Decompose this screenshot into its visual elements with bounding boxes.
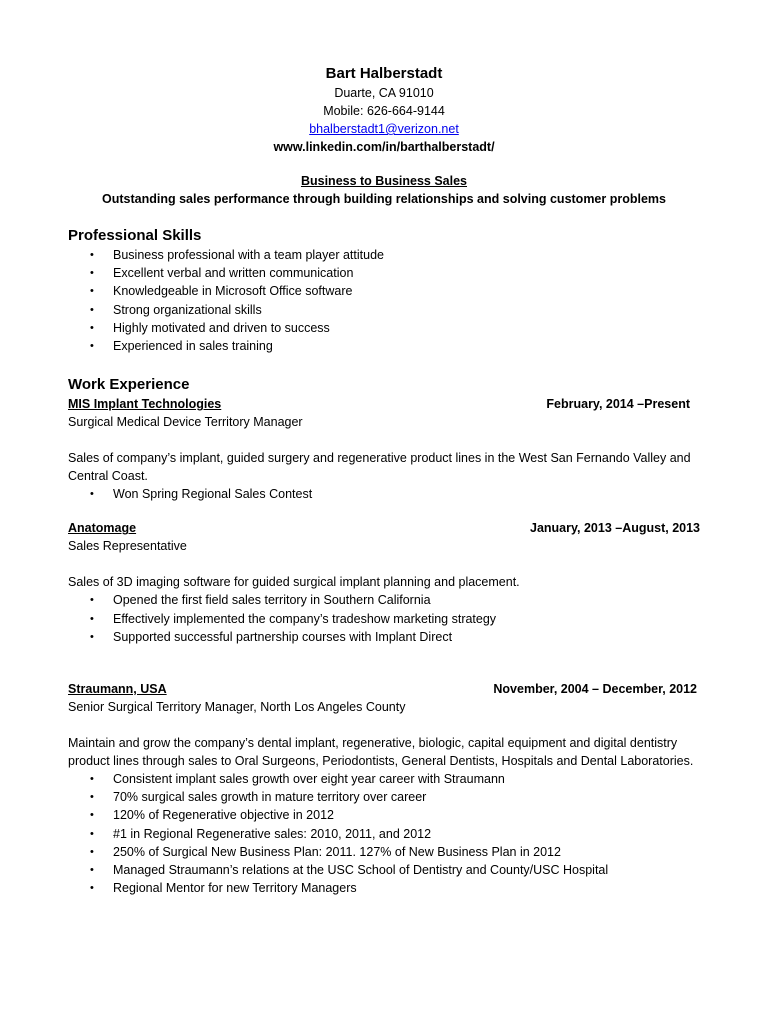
- job-header: [68, 395, 700, 413]
- bullet-text: #1 in Regional Regenerative sales: 2010, 2011, and 2012: [113, 826, 432, 841]
- objective: [68, 172, 700, 208]
- objective-subtitle: Outstanding sales performance through building relationships and solving customer problems: [102, 192, 666, 206]
- bullet-icon: •: [90, 267, 94, 280]
- bullet-item: [90, 282, 700, 300]
- bullet-icon: •: [90, 612, 94, 625]
- bullet-text: 70% surgical sales growth in mature territory over career: [113, 790, 427, 805]
- job-bullets: [68, 591, 700, 646]
- experience-section: [68, 375, 700, 897]
- bullet-text: Effectively implemented the company’s tradeshow marketing strategy: [113, 611, 497, 626]
- bullet-text: 120% of Regenerative objective in 2012: [113, 808, 334, 823]
- bullet-text: Opened the first field sales territory in Southern California: [113, 593, 431, 608]
- bullet-text: Regional Mentor for new Territory Managers: [113, 881, 357, 896]
- bullet-text: Consistent implant sales growth over eight year career with Straumann: [113, 772, 505, 787]
- experience-heading: Work Experience: [68, 376, 190, 394]
- bullet-text: Supported successful partnership courses with Implant Direct: [113, 629, 453, 644]
- bullet-text: Highly motivated and driven to success: [113, 320, 330, 335]
- bullet-item: [90, 319, 700, 337]
- bullet-icon: •: [90, 791, 94, 804]
- bullet-icon: •: [90, 249, 94, 261]
- company-name: MIS Implant Technologies: [68, 397, 222, 412]
- objective-title: Business to Business Sales: [300, 174, 468, 188]
- bullet-icon: •: [90, 827, 94, 840]
- bullet-item: [90, 337, 700, 355]
- bullet-icon: •: [90, 845, 94, 858]
- bullet-item: [90, 628, 700, 646]
- bullet-item: [90, 264, 700, 282]
- address: Duarte, CA 91010: [334, 86, 434, 100]
- bullet-icon: •: [90, 488, 94, 501]
- job-dates: November, 2004 – December, 2012: [493, 682, 697, 697]
- contact-header: [68, 64, 700, 156]
- bullet-icon: •: [90, 303, 94, 316]
- bullet-item: [90, 770, 700, 788]
- bullet-text: Excellent verbal and written communication: [113, 266, 354, 281]
- job-entry: [68, 395, 700, 503]
- job-description: Maintain and grow the company’s dental implant, regenerative, biologic, capital equipment and digital dentistry product lines through sales to Oral Surgeons, Periodontists, General Dentists, Hospitals and Dental Laboratories.: [68, 736, 694, 769]
- skills-heading: Professional Skills: [68, 227, 202, 244]
- bullet-text: Managed Straumann’s relations at the USC School of Dentistry and County/USC Hospital: [113, 863, 609, 878]
- bullet-icon: •: [90, 321, 94, 334]
- job-description: Sales of 3D imaging software for guided surgical implant planning and placement.: [68, 575, 520, 590]
- job-entry: [68, 519, 700, 646]
- bullet-text: Won Spring Regional Sales Contest: [113, 487, 313, 502]
- candidate-name: Bart Halberstadt: [325, 65, 443, 82]
- bullet-text: Strong organizational skills: [113, 302, 262, 317]
- job-bullets: [68, 485, 700, 503]
- bullet-text: 250% of Surgical New Business Plan: 2011. 127% of New Business Plan in 2012: [113, 844, 561, 859]
- job-header: [68, 519, 700, 537]
- linkedin-link[interactable]: www.linkedin.com/in/barthalberstadt/: [273, 140, 495, 154]
- bullet-item: [90, 788, 700, 806]
- bullet-item: [90, 843, 700, 861]
- bullet-icon: •: [90, 773, 94, 786]
- bullet-item: [90, 825, 700, 843]
- job-dates: February, 2014 –Present: [546, 397, 690, 412]
- skills-list: [68, 246, 700, 355]
- company-name: Straumann, USA: [68, 682, 167, 697]
- job-title: Surgical Medical Device Territory Manager: [68, 415, 303, 430]
- bullet-text: Experienced in sales training: [113, 339, 273, 354]
- bullet-icon: •: [90, 340, 94, 353]
- company-name: Anatomage: [68, 521, 137, 536]
- bullet-icon: •: [90, 864, 94, 877]
- bullet-item: [90, 485, 700, 503]
- job-bullets: [68, 770, 700, 897]
- email-link[interactable]: bhalberstadt1@verizon.net: [309, 122, 459, 136]
- bullet-item: [90, 591, 700, 609]
- bullet-icon: •: [90, 594, 94, 607]
- bullet-item: [90, 879, 700, 897]
- job-entry: [68, 680, 700, 897]
- job-title: Sales Representative: [68, 539, 187, 554]
- bullet-icon: •: [90, 285, 94, 298]
- bullet-text: Business professional with a team player attitude: [113, 248, 384, 262]
- bullet-icon: •: [90, 630, 94, 643]
- jobs-list: [68, 395, 700, 897]
- mobile-phone: Mobile: 626-664-9144: [323, 104, 445, 118]
- job-description: Sales of company’s implant, guided surgery and regenerative product lines in the West San Fernando Valley and Central Coast.: [68, 451, 691, 484]
- bullet-item: [90, 301, 700, 319]
- job-header: [68, 680, 700, 698]
- bullet-item: [90, 806, 700, 824]
- job-title: Senior Surgical Territory Manager, North Los Angeles County: [68, 700, 406, 715]
- bullet-text: Knowledgeable in Microsoft Office software: [113, 284, 353, 299]
- job-dates: January, 2013 –August, 2013: [530, 521, 700, 536]
- skills-section: [68, 226, 700, 355]
- bullet-icon: •: [90, 882, 94, 895]
- bullet-item: [90, 610, 700, 628]
- bullet-icon: •: [90, 809, 94, 822]
- bullet-item: [90, 861, 700, 879]
- bullet-item: [90, 246, 700, 264]
